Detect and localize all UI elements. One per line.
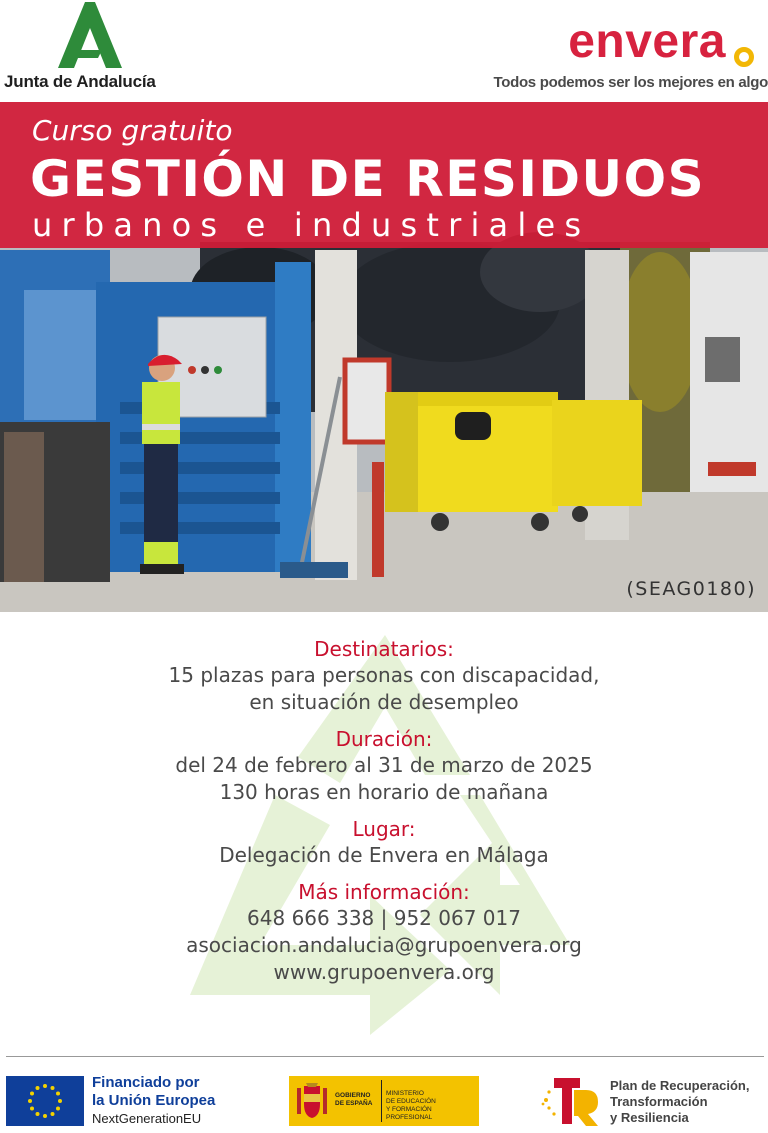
destinatarios-line: 15 plazas para personas con discapacidad, [168,663,600,687]
phone-numbers[interactable]: 648 666 338 | 952 067 017 [247,906,521,930]
prtr-logo-icon [540,1074,602,1128]
envera-dot-icon [734,47,754,67]
prtr-line3: y Resiliencia [610,1110,689,1125]
website-link[interactable]: www.grupoenvera.org [273,960,495,984]
eu-flag-icon [6,1076,84,1126]
hero-photo [0,102,768,612]
course-title: GESTIÓN DE RESIDUOS [30,150,706,208]
course-details [0,636,768,996]
course-tagline: urbanos e industriales [32,206,591,244]
prtr-text [610,1078,749,1126]
eu-line2: la Unión Europea [92,1092,216,1109]
envera-tagline: Todos podemos ser los mejores en algo [493,74,768,91]
envera-logo [488,0,768,98]
envera-wordmark: envera [568,15,726,68]
footer-divider [6,1056,764,1057]
course-code: (SEAG0180) [626,578,756,600]
gobierno-espana-logo [289,1076,479,1126]
banner-subtitle: Curso gratuito [32,114,233,147]
contact-section [0,879,768,986]
prtr-line1: Plan de Recuperación, [610,1078,750,1093]
destinatarios-line: en situación de desempleo [249,690,519,714]
eu-funding-text [92,1074,215,1128]
duracion-hours: 130 horas en horario de mañana [219,780,549,804]
mas-informacion-heading: Más información: [298,880,470,904]
junta-name: Junta de Andalucía [4,72,156,91]
junta-andalucia-logo [0,0,170,98]
spain-coat-of-arms-icon [295,1082,329,1120]
email-link[interactable]: asociacion.andalucia@grupoenvera.org [186,933,582,957]
eu-line1: Financiado por [92,1074,200,1091]
junta-andalucia-icon [48,2,122,68]
duracion-section [0,726,768,806]
lugar-heading: Lugar: [352,817,416,841]
ministerio-text: MINISTERIO DE EDUCACIÓN Y FORMACIÓN PROFESIONAL [386,1090,436,1121]
duracion-heading: Duración: [335,727,433,751]
duracion-dates: del 24 de febrero al 31 de marzo de 2025 [175,753,593,777]
gov-separator [381,1080,382,1122]
eu-line3: NextGenerationEU [92,1111,202,1126]
gobierno-espana-text: GOBIERNO DE ESPAÑA [335,1092,373,1107]
destinatarios-section [0,636,768,716]
lugar-location: Delegación de Envera en Málaga [219,843,549,867]
prtr-line2: Transformación [610,1094,708,1109]
destinatarios-heading: Destinatarios: [314,637,454,661]
lugar-section [0,816,768,869]
title-banner [0,102,768,248]
